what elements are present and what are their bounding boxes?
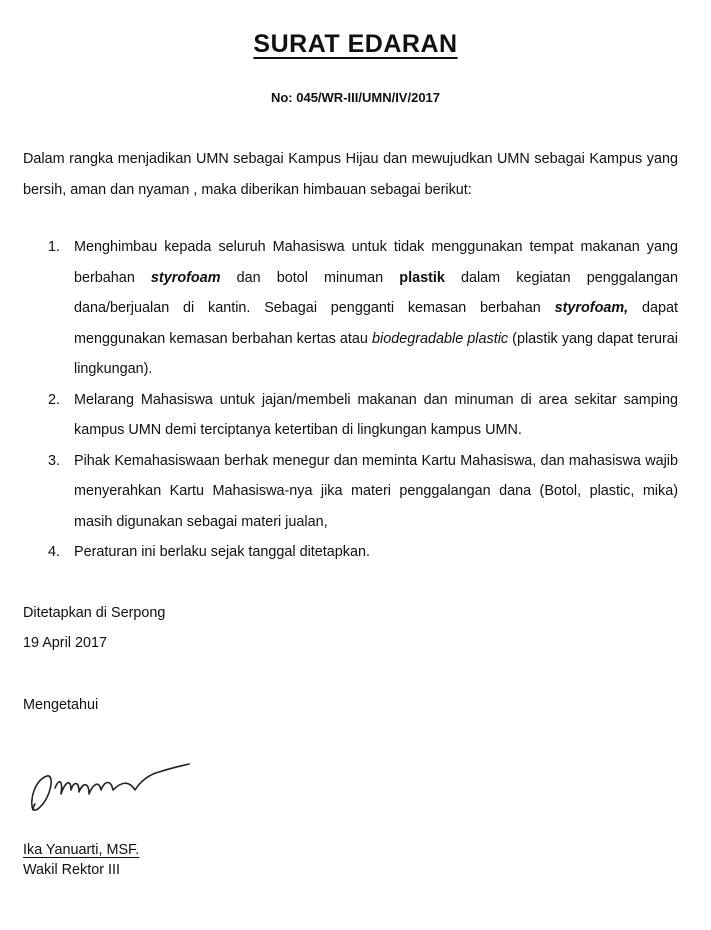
signatory-name-text: Ika Yanuarti, MSF. <box>23 842 140 858</box>
list-item-text: plastik <box>399 269 445 286</box>
signatory-name <box>23 840 139 860</box>
list-item-number: 1. <box>48 239 61 255</box>
instruction-list <box>23 232 678 568</box>
list-item-text: Peraturan ini berlaku sejak tanggal ditetapkan. <box>74 544 370 560</box>
letter-number: No: 045/WR-III/UMN/IV/2017 <box>270 90 441 105</box>
list-item-text: styrofoam, <box>554 300 629 316</box>
list-item <box>23 232 678 385</box>
list-item-number: 4. <box>48 544 61 560</box>
list-item <box>23 537 678 568</box>
list-item-text: dapat menggunakan kemasan berbahan kertas atau <box>74 300 678 347</box>
list-item-text: Menghimbau kepada seluruh Mahasiswa untuk tidak menggunakan tempat makanan yang berbahan <box>74 239 678 286</box>
date-line: 19 April 2017 <box>23 635 108 651</box>
signatory-title: Wakil Rektor III <box>23 862 121 878</box>
list-item <box>23 446 678 538</box>
handwritten-signature <box>25 760 195 820</box>
list-item-text: dalam kegiatan penggalangan dana/berjualan di kantin. Sebagai pengganti kemasan berbahan <box>74 269 678 316</box>
list-item-text: dan botol minuman <box>220 269 400 286</box>
list-item-number: 3. <box>48 452 61 469</box>
acknowledged-label: Mengetahui <box>23 697 99 713</box>
list-item-number: 2. <box>48 391 61 408</box>
list-item-text: biodegradable plastic <box>372 330 509 347</box>
list-item-text: (plastik yang dapat terurai lingkungan). <box>74 330 678 377</box>
list-item-text: styrofoam <box>150 269 221 286</box>
letter-title: SURAT EDARAN <box>253 30 458 58</box>
list-item-text: Melarang Mahasiswa untuk jajan/membeli makanan dan minuman di area sekitar samping kampus UMN demi terciptanya ketertiban di lingkungan kampus UMN. <box>74 391 678 438</box>
place-line: Ditetapkan di Serpong <box>23 605 166 621</box>
list-item <box>23 385 678 446</box>
intro-paragraph: Dalam rangka menjadikan UMN sebagai Kampus Hijau dan mewujudkan UMN sebagai Kampus yang bersih, aman dan nyaman , maka diberikan himbauan sebagai berikut: <box>23 151 678 198</box>
list-item-text: Pihak Kemahasiswaan berhak menegur dan meminta Kartu Mahasiswa, dan mahasiswa wajib menyerahkan Kartu Mahasiswa-nya jika materi penggalangan dana (Botol, plastic, mika) masih digunakan sebagai materi jualan, <box>74 452 678 530</box>
